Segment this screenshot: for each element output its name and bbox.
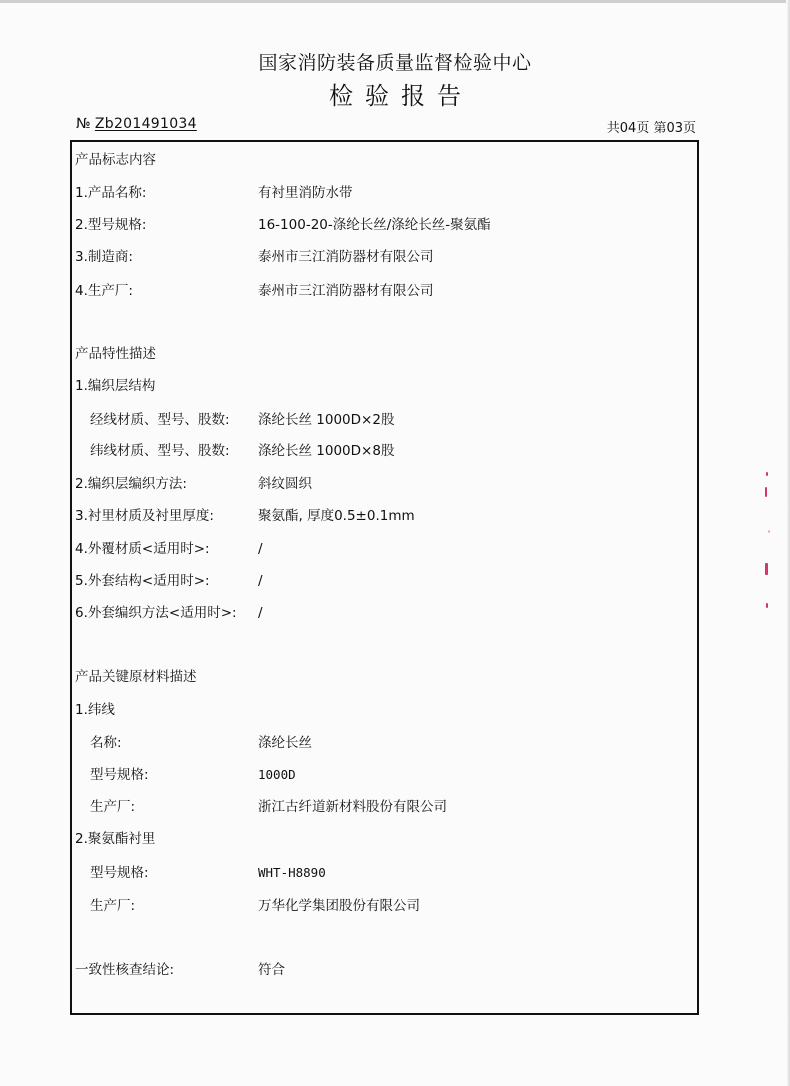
field-label-jacket-weave: 6.外套编织方法<适用时>: xyxy=(75,605,237,621)
section-heading-materials: 产品关键原材料描述 xyxy=(75,669,197,685)
field-label-weft-producer: 生产厂: xyxy=(90,799,136,815)
field-label-jacket-structure: 5.外套结构<适用时>: xyxy=(75,573,210,589)
page-counter: 共04页 第03页 xyxy=(606,121,696,136)
report-number xyxy=(76,116,197,132)
field-value-jacket-structure: / xyxy=(258,573,263,589)
field-label-weft-name: 名称: xyxy=(90,735,122,751)
field-value-warp: 涤纶长丝 1000D×2股 xyxy=(258,412,395,428)
section-heading-characteristics: 产品特性描述 xyxy=(75,346,156,362)
report-title: 检验报告 xyxy=(329,82,473,110)
subheading-lining: 2.聚氨酯衬里 xyxy=(75,831,156,847)
field-label-lining-model: 型号规格: xyxy=(90,865,149,881)
field-label-product-name: 1.产品名称: xyxy=(75,185,147,201)
seal-edge-mark xyxy=(765,563,768,575)
field-value-manufacturer: 泰州市三江消防器材有限公司 xyxy=(258,249,434,265)
field-value-weft-producer: 浙江古纤道新材料股份有限公司 xyxy=(258,799,447,815)
section-heading-identification: 产品标志内容 xyxy=(75,152,156,168)
institution-title: 国家消防装备质量监督检验中心 xyxy=(258,52,532,74)
field-value-model: 16-100-20-涤纶长丝/涤纶长丝-聚氨酯 xyxy=(258,217,491,233)
field-label-factory: 4.生产厂: xyxy=(75,283,133,299)
number-symbol: № xyxy=(76,116,91,132)
field-value-jacket-weave: / xyxy=(258,605,263,621)
field-label-weave-method: 2.编织层编织方法: xyxy=(75,476,187,492)
field-label-cover-material: 4.外覆材质<适用时>: xyxy=(75,541,210,557)
subheading-weave-structure: 1.编织层结构 xyxy=(75,378,156,394)
scan-top-edge xyxy=(0,0,790,3)
report-number-value: Zb201491034 xyxy=(94,116,197,132)
field-label-weft: 纬线材质、型号、股数: xyxy=(90,443,230,459)
field-label-manufacturer: 3.制造商: xyxy=(75,249,133,265)
field-value-weave-method: 斜纹圆织 xyxy=(258,476,312,492)
field-value-lining-model: WHT-H8890 xyxy=(258,865,326,880)
field-value-factory: 泰州市三江消防器材有限公司 xyxy=(258,283,434,299)
field-value-cover-material: / xyxy=(258,541,263,557)
field-value-product-name: 有衬里消防水带 xyxy=(258,185,353,201)
seal-edge-mark xyxy=(765,487,767,497)
field-label-warp: 经线材质、型号、股数: xyxy=(90,412,230,428)
scan-right-edge xyxy=(786,0,790,1086)
field-label-model: 2.型号规格: xyxy=(75,217,147,233)
conclusion-value: 符合 xyxy=(258,962,285,978)
field-value-weft: 涤纶长丝 1000D×8股 xyxy=(258,443,395,459)
field-value-weft-name: 涤纶长丝 xyxy=(258,735,312,751)
subheading-weft: 1.纬线 xyxy=(75,702,115,718)
conclusion-label: 一致性核查结论: xyxy=(75,962,175,978)
seal-edge-mark xyxy=(768,530,770,533)
field-label-weft-model: 型号规格: xyxy=(90,767,149,783)
field-label-lining-producer: 生产厂: xyxy=(90,898,136,914)
seal-edge-mark xyxy=(766,603,768,608)
field-value-lining: 聚氨酯, 厚度0.5±0.1mm xyxy=(258,508,415,524)
field-value-lining-producer: 万华化学集团股份有限公司 xyxy=(258,898,420,914)
field-label-lining: 3.衬里材质及衬里厚度: xyxy=(75,508,214,524)
field-value-weft-model: 1000D xyxy=(258,767,296,782)
seal-edge-mark xyxy=(766,472,768,476)
